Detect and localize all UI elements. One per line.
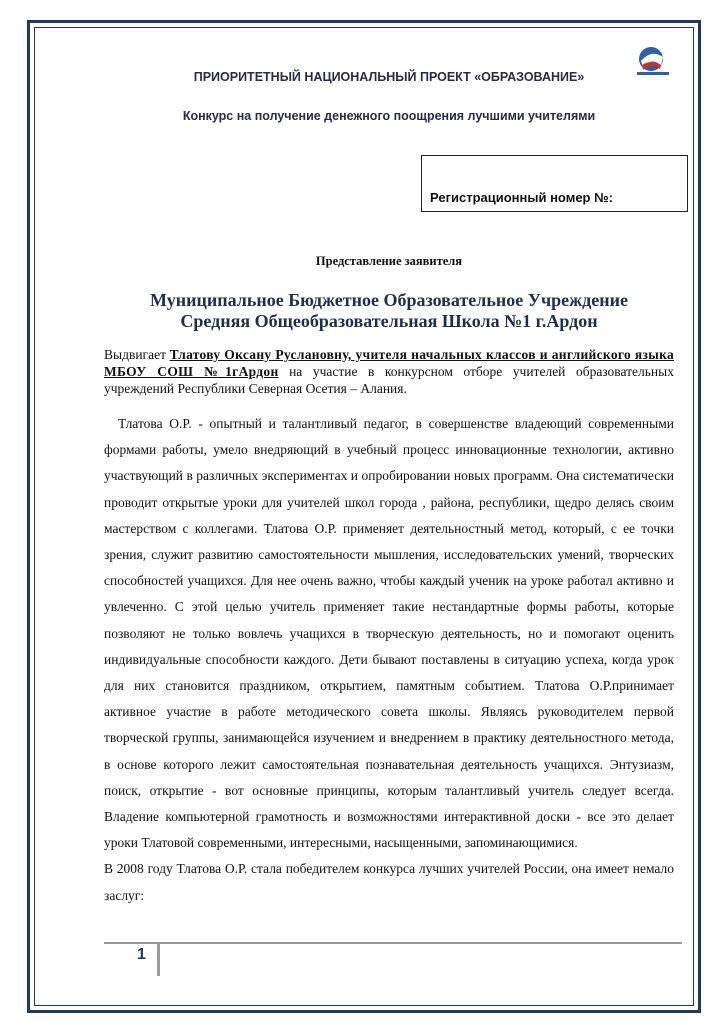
- body-paragraph: В 2008 году Тлатова О.Р. стала победителем конкурса лучших учителей России, она имеет немало заслуг:: [104, 861, 674, 903]
- body-paragraph: Тлатова О.Р. - опытный и талантливый педагог, в совершенстве владеющий современными формами работы, умело внедряющий в учебный процесс инновационные технологии, активно участвующий в различных экспериментах и опробировании новых программ. Она систематически проводит открытые уроки для учителей школ города , района, республики, щедро делясь своим мастерством с коллегами. Тлатова О.Р. применяет деятельностный метод, который, с ее точки зрения, служит развитию самостоятельности мышления, исследовательских умений, творческих способностей учащихся. Для нее очень важно, чтобы каждый ученик на уроке работал активно и увлеченно. С этой целью учитель применяет такие нестандартные формы работы, которые позволяют не только вовлечь учащихся в творческую деятельность, но и помогают оценить индивидуальные способности каждого. Дети бывают поставлены в ситуацию успеха, когда урок для них становится праздником, открытием, памятным событием. Тлатова О.Р.принимает активное участие в работе методического совета школы. Являясь руководителем первой творческой группы, занимающейся изучением и внедрением в практику деятельностного метода, в основе которого лежит самостоятельная познавательная деятельность учащихся. Энтузиазм, поиск, открытие - вот основные принципы, которым талантливый учитель следует всегда. Владение компьютерной грамотность и возможностями интерактивной доски - все это делает уроки Тлатовой современными, интересными, насыщенными, запоминающимися.: [104, 416, 674, 851]
- nomination-suffix: на участие в конкурсном отборе учителей образовательных учреждений Республики Северная Осетия – Алания.: [104, 364, 674, 396]
- project-title: ПРИОРИТЕТНЫЙ НАЦИОНАЛЬНЫЙ ПРОЕКТ «ОБРАЗОВАНИЕ»: [193, 70, 585, 84]
- footer-divider: [104, 942, 682, 944]
- school-name-line2: Средняя Общеобразовательная Школа №1 г.Ардон: [180, 311, 598, 331]
- page-number: 1: [137, 946, 146, 963]
- nomination-prefix: Выдвигает: [104, 347, 170, 362]
- representation-title: Представление заявителя: [315, 254, 463, 268]
- school-name-line1: Муниципальное Бюджетное Образовательное Учреждение: [150, 290, 628, 310]
- nominee-name: Тлатову Оксану Руслановну, учителя начальных классов и английского языка МБОУ СОШ №1гАрдон: [104, 347, 674, 379]
- registration-label: Регистрационный номер №:: [430, 190, 613, 205]
- main-body-text: [104, 411, 674, 909]
- contest-title: Конкурс на получение денежного поощрения лучшими учителями: [182, 109, 596, 123]
- page-number-bar: [157, 944, 160, 976]
- nomination-paragraph: [104, 346, 674, 397]
- registration-box: [421, 155, 688, 212]
